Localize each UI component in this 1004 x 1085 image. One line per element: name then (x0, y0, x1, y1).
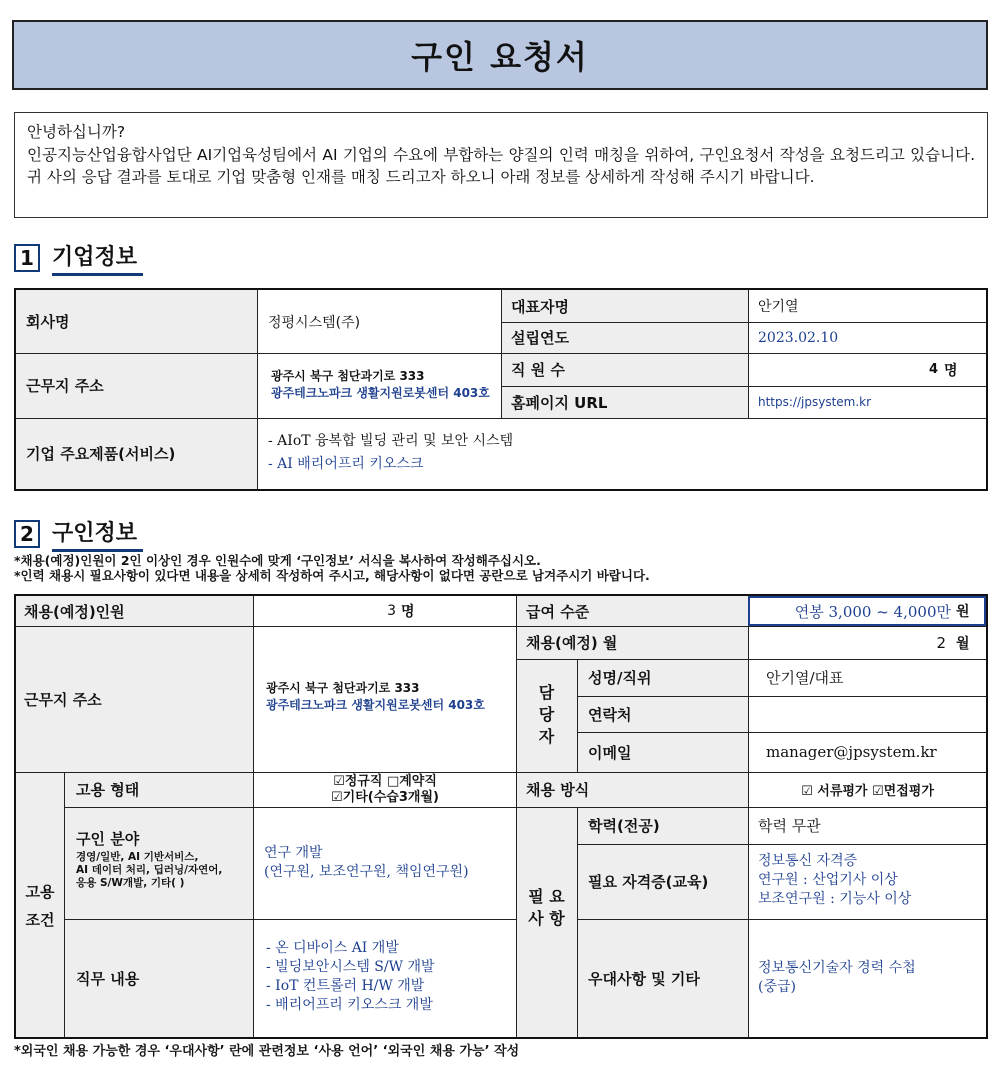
certificate-value-line: 정보통신 자격증 (758, 853, 858, 869)
job-field-label: 구인 분야 (76, 830, 140, 848)
job-field-value (264, 844, 514, 882)
note-line: *채용(예정)인원이 2인 이상인 경우 인원수에 맞게 ‘구인정보’ 서식을 복사하여 작성해주십시오. (14, 553, 541, 568)
contact-value (766, 696, 981, 732)
education-value: 학력 무관 (758, 817, 821, 835)
manager-label-char: 당 (538, 705, 555, 724)
homepage-label: 홈페이지 URL (511, 393, 608, 412)
section1-title: 기업정보 (52, 240, 143, 276)
staff-value: 4 (928, 362, 938, 377)
salary-unit: 원 (956, 604, 970, 620)
job-field-value-line: 연구 개발 (264, 845, 323, 861)
manager-name-value: 안기열/대표 (766, 669, 844, 687)
duty-item: - 빌딩보안시스템 S/W 개발 (266, 959, 435, 975)
company-name-label: 회사명 (26, 313, 70, 331)
month-label: 채용(예정) 월 (526, 634, 618, 652)
staff-unit: 명 (944, 362, 958, 379)
requirements-label (516, 886, 577, 930)
manager-label (516, 682, 577, 748)
ceo-value: 안기열 (758, 299, 799, 315)
preferences-values (758, 959, 983, 997)
job-field-value-line: (연구원, 보조연구원, 책임연구원) (264, 864, 469, 880)
intro-greeting: 안녕하십니까? (27, 123, 126, 141)
job-field-sub-line: 응용 S/W개발, 기타( ) (76, 877, 185, 889)
headcount-label: 채용(예정)인원 (24, 602, 125, 621)
footer-note: *외국인 채용 가능한 경우 ‘우대사항’ 란에 관련정보 ‘사용 언어’ ‘외국인 채용 가능’ 작성 (14, 1044, 520, 1059)
manager-label-char: 담 (538, 683, 555, 702)
certificate-values (758, 852, 983, 909)
section1-header (14, 240, 143, 276)
address-line1: 광주시 북구 첨단과기로 333 (271, 369, 425, 383)
product-item: - AIoT 융복합 빌딩 관리 및 보안 시스템 (268, 433, 514, 449)
salary-label: 급여 수준 (526, 602, 590, 621)
hiring-method-value: ☑ 서류평가 ☑면접평가 (801, 784, 934, 799)
email-value: manager@jpsystem.kr (766, 743, 937, 761)
section2-header (14, 516, 143, 552)
job-address-label: 근무지 주소 (24, 690, 102, 709)
duty-item: - 온 디바이스 AI 개발 (266, 940, 399, 956)
founded-value: 2023.02.10 (758, 329, 839, 346)
preferences-value-line: 정보통신기술자 경력 수첩 (758, 960, 916, 976)
duty-list (266, 939, 511, 1015)
month-unit: 월 (956, 635, 970, 652)
product-item: - AI 배리어프리 키오스크 (268, 456, 424, 472)
address-line2: 광주테크노파크 생활지원로봇센터 403호 (271, 386, 490, 400)
products-label: 기업 주요제품(서비스) (26, 445, 176, 463)
employment-type-line: ☑정규직 □계약직 (333, 774, 437, 789)
requirements-label-line: 필 요 (528, 887, 565, 906)
manager-name-label: 성명/직위 (588, 669, 652, 687)
ceo-label: 대표자명 (511, 297, 569, 316)
section2-number: 2 (14, 520, 40, 548)
preferences-value-line: (중급) (758, 979, 796, 995)
job-field-sub-line: 경영/일반, AI 기반서비스, (76, 851, 199, 863)
duty-item: - 배리어프리 키오스크 개발 (266, 997, 433, 1013)
products-list (268, 430, 968, 476)
section2-title: 구인정보 (52, 516, 143, 552)
job-address-line1: 광주시 북구 첨단과기로 333 (266, 681, 420, 695)
requirements-label-line: 사 항 (528, 909, 565, 928)
duty-label: 직무 내용 (76, 969, 140, 988)
section1-number: 1 (14, 244, 40, 272)
job-info-table (14, 594, 988, 1039)
company-info-table (14, 288, 988, 491)
homepage-value: https://jpsystem.kr (758, 395, 872, 409)
conditions-label (16, 878, 64, 934)
hiring-method-label: 채용 방식 (526, 781, 590, 799)
duty-item: - IoT 컨트롤러 H/W 개발 (266, 978, 425, 994)
employment-type-value (254, 774, 516, 806)
company-name-value: 정평시스템(주) (268, 314, 361, 331)
employment-type-label: 고용 형태 (76, 781, 140, 799)
manager-label-char: 자 (538, 727, 555, 746)
certificate-value-line: 연구원 : 산업기사 이상 (758, 872, 898, 888)
headcount-value: 3 (387, 603, 396, 619)
contact-label: 연락처 (588, 705, 632, 724)
note-line: *인력 채용시 필요사항이 있다면 내용을 상세히 작성하여 주시고, 해당사항이 없다면 공란으로 남겨주시기 바랍니다. (14, 568, 650, 583)
job-field-sublabel (76, 851, 251, 890)
intro-body: 인공지능산업융합사업단 AI기업육성팀에서 AI 기업의 수요에 부합하는 양질의 인력 매칭을 위하여, 구인요청서 작성을 요청드리고 있습니다. 귀 사의 응답 결과를 토대로 기업 맞춤형 인재를 매칭 드리고자 하오니 아래 정보를 상세하게 작성해 주시기 바랍니다. (27, 145, 975, 186)
month-value: 2 (936, 633, 946, 652)
headcount-unit: 명 (401, 604, 415, 620)
email-label: 이메일 (588, 743, 632, 762)
education-label: 학력(전공) (588, 817, 660, 835)
address-value (271, 368, 499, 402)
founded-label: 설립연도 (511, 329, 569, 347)
address-label: 근무지 주소 (26, 377, 104, 395)
intro-box (14, 112, 988, 218)
certificate-value-line: 보조연구원 : 기능사 이상 (758, 891, 912, 907)
notes (14, 553, 994, 583)
job-field-sub-line: AI 데이터 처리, 딥러닝/자연어, (76, 864, 223, 876)
job-field-label-block (76, 828, 251, 890)
salary-value: 연봉 3,000 ~ 4,000만 (794, 602, 951, 621)
employment-type-line: ☑기타(수습3개월) (331, 790, 439, 805)
job-address-line2: 광주테크노파크 생활지원로봇센터 403호 (266, 698, 485, 712)
job-address-value (266, 680, 511, 714)
conditions-label-line: 조건 (25, 911, 55, 929)
page-title: 구인 요청서 (12, 20, 988, 90)
conditions-label-line: 고용 (25, 883, 55, 901)
preferences-label: 우대사항 및 기타 (588, 969, 700, 988)
certificate-label: 필요 자격증(교육) (588, 873, 709, 891)
staff-label: 직 원 수 (511, 361, 565, 379)
